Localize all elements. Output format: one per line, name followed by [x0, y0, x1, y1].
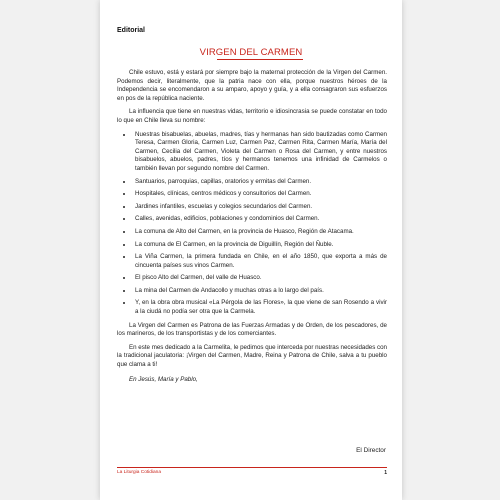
paragraph-patrona: La Virgen del Carmen es Patrona de las Fuerzas Armadas y de Orden, de los pescadores, de los marineros, de los transportistas y de los comerciantes. [117, 321, 387, 338]
paragraph-prayer: En este mes dedicado a la Carmelita, le pedimos que interceda por nuestras necesidades con la tradicional jaculatoria: ¡Virgen del Carmen, Madre, Reina y Patrona de Chile, salva a tu pueblo que clama a ti! [117, 343, 387, 369]
list-item: • El pisco Alto del Carmen, del valle de Huasco. [133, 274, 387, 283]
list-item: • La comuna de El Carmen, en la provincia de Diguillín, Región del Ñuble. [133, 241, 387, 250]
article-body [117, 69, 387, 389]
list-item: • La Viña Carmen, la primera fundada en Chile, en el año 1850, que exporta a más de cincuenta países sus vinos Carmen. [133, 253, 387, 270]
list-item: • La mina del Carmen de Andacollo y muchas otras a lo largo del país. [133, 287, 387, 296]
list-item: • Nuestras bisabuelas, abuelas, madres, tías y hermanas han sido bautizadas como Carmen Teresa, Carmen Gloria, Carmen Luz, Carmen Paz, Carmen Rita, Carmen María, María del Carmen, Cecilia del Carmen, Violeta del Carmen o Rosa del Carmen, y entre nuestros bisabuelos, abuelos, padres, tíos y hermanos tenemos una infinidad de Carmelos o también llevan por segundo nombre del Carmen. [133, 131, 387, 174]
article-title: VIRGEN DEL CARMEN [199, 47, 303, 58]
paragraph-influence: La influencia que tiene en nuestras vidas, territorio e idiosincrasia se puede constatar en todo lo que en Chile lleva su nombre: [117, 108, 387, 124]
list-item: • La comuna de Alto del Carmen, en la provincia de Huasco, Región de Atacama. [133, 228, 387, 237]
magazine-page [100, 0, 402, 500]
footer-rule [117, 467, 387, 468]
list-item: • Santuarios, parroquias, capillas, oratorios y ermitas del Carmen. [133, 178, 387, 187]
list-item: • Jardines infantiles, escuelas y colegios secundarios del Carmen. [133, 203, 387, 212]
section-label: Editorial [117, 27, 146, 34]
signature: El Director [356, 447, 386, 454]
bullet-list [117, 131, 387, 317]
list-item: • Hospitales, clínicas, centros médicos y consultorios del Carmen. [133, 190, 387, 199]
list-item: • Calles, avenidas, edificios, poblaciones y condominios del Carmen. [133, 215, 387, 224]
closing-line: En Jesús, María y Pablo, [129, 375, 198, 383]
list-item: • Y, en la obra obra musical «La Pérgola de las Flores», la que viene de san Rosendo a vivir a la ciudá no podía ser otra que la Carmela. [133, 299, 387, 316]
title-underline [217, 59, 303, 60]
footer-publication: La Liturgia Cotidiana [117, 470, 162, 475]
paragraph-intro: Chile estuvo, está y estará por siempre bajo la maternal protección de la Virgen del Carmen. Podemos decir, literalmente, que la patria nace con ella, porque nuestros héroes de la Independencia se encomendaron a su amparo, apoyo y guía, y a ella consagraron sus esfuerzos en pos de la república naciente. [117, 69, 387, 102]
page-number: 1 [384, 470, 387, 476]
